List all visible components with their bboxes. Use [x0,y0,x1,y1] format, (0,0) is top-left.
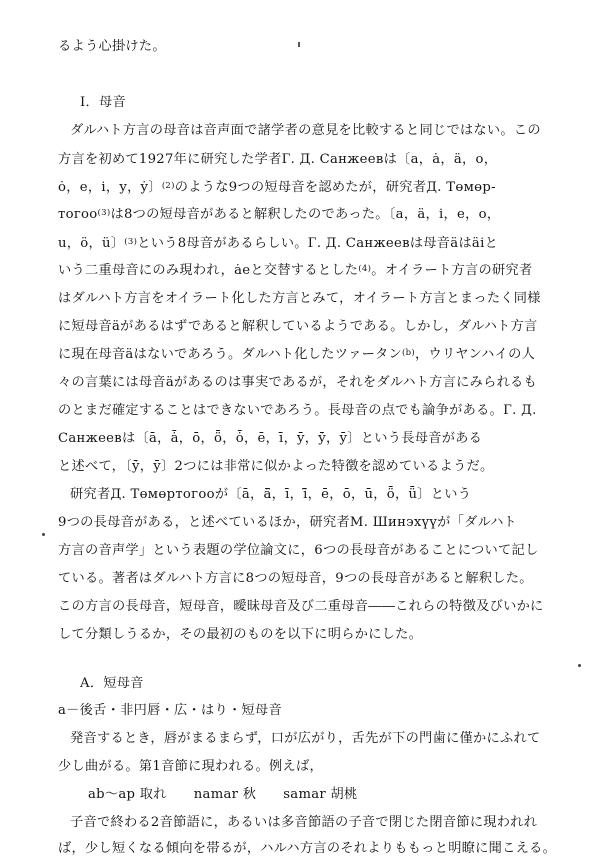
text-line: いう二重母音にのみ現われ，ȧeと交替するとした$^{(4)}$。オイラート方言の研究者 [58,263,533,278]
scan-dot [42,533,45,536]
text-line: 方言の音声学」という表題の学位論文に，6つの長母音があることについて記し [58,543,539,558]
text-line: u，ö，ü〕$^{(3)}$という8母音があるらしい。Г. Д. Санжеевは母音äはäiと [58,236,499,251]
text-line: 9つの長母音がある，と述べているほか，研究者M. Шинэхүүが「ダルハト [58,515,517,530]
footnote-ref: (3) [124,237,138,247]
text-line: 子音で終わる2音節語に，あるいは多音節語の子音で閉じた閉音節に現われれ [70,815,538,830]
text-line: この方言の長母音，短母音，曖昧母音及び二重母音――これらの特徴及びいかに [58,599,544,614]
text-line: тогоо$^{(3)}$は8つの短母音があると解釈したのであった。〔a，ä，i，e，o， [58,207,501,222]
text-line: ば，少し短くなる傾向を帯るが，ハルハ方言のそれよりももっと明瞭に聞こえる。 [58,841,557,856]
text-line: Санжеевは〔ā，ǡ，ō，ȫ，ȱ，ē，ī，ȳ，ȳ̇，ȳ〕という長母音がある [58,431,483,446]
text-line: に現在母音äはないであろう。ダルハト化したツァータン$^{(b)}$，ウリヤンハイの人 [58,347,536,362]
scan-dot [578,664,581,667]
text-line: 少し曲がる。第1音節に現われる。例えば， [58,759,323,774]
example-line: ab～ap 取れ namar 秋 samar 胡桃 [88,787,358,802]
text-line: ている。著者はダルハト方言に8つの短母音，9つの長母音があると解釈した。 [58,571,533,586]
footnote-ref: (4) [358,264,372,274]
text-line: 方言を初めて1927年に研究した学者Г. Д. Санжеевは〔a，ȧ，ä，o， [58,152,498,167]
subsection-heading: A．短母音 [80,676,144,691]
text-line: 発音するとき，唇がまるまらず，口が広がり，舌先が下の門歯に僅かにふれて [70,731,541,746]
footnote-ref: (2) [161,181,175,191]
text-line: して分類しうるか，その最初のものを以下に明らかにした。 [58,627,423,642]
text-line: ダルハト方言の母音は音声面で諸学者の意見を比較すると同じではない。この [70,123,541,138]
text-line: はダルハト方言をオイラート化した方言とみて，オイラート方言とまったく同様 [58,291,541,306]
text-line: と述べて，〔ȳ̇，ȳ〕2つには非常に似かよった特徴を認めているようだ。 [58,459,494,474]
text-line: 々の言葉には母音äがあるのは事実であるが，それをダルハト方言にみられるも [58,375,538,390]
footnote-ref: (b) [402,348,416,358]
vowel-definition: a－後舌・非円唇・広・はり・短母音 [58,703,282,718]
text-line: に短母音äがあるはずであると解釈しているようである。しかし，ダルハト方言 [58,319,538,334]
section-heading: Ⅰ．母音 [80,95,126,110]
footnote-ref: (3) [97,208,111,218]
text-line: 研究者Д. Төмөртогооが〔ā，ā̈，ī，ī̈，ē，ō，ū，ȫ，ǖ〕という [70,487,472,502]
text-line: ȯ，e，i，y，ẏ〕$^{(2)}$のような9つの短母音を認めたが，研究者Д. Төмөр- [58,180,496,195]
text-line: のとまだ確定することはできないであろう。長母音の点でも論争がある。Г. Д. [58,403,537,418]
text-line: るよう心掛けた。 [58,39,166,54]
